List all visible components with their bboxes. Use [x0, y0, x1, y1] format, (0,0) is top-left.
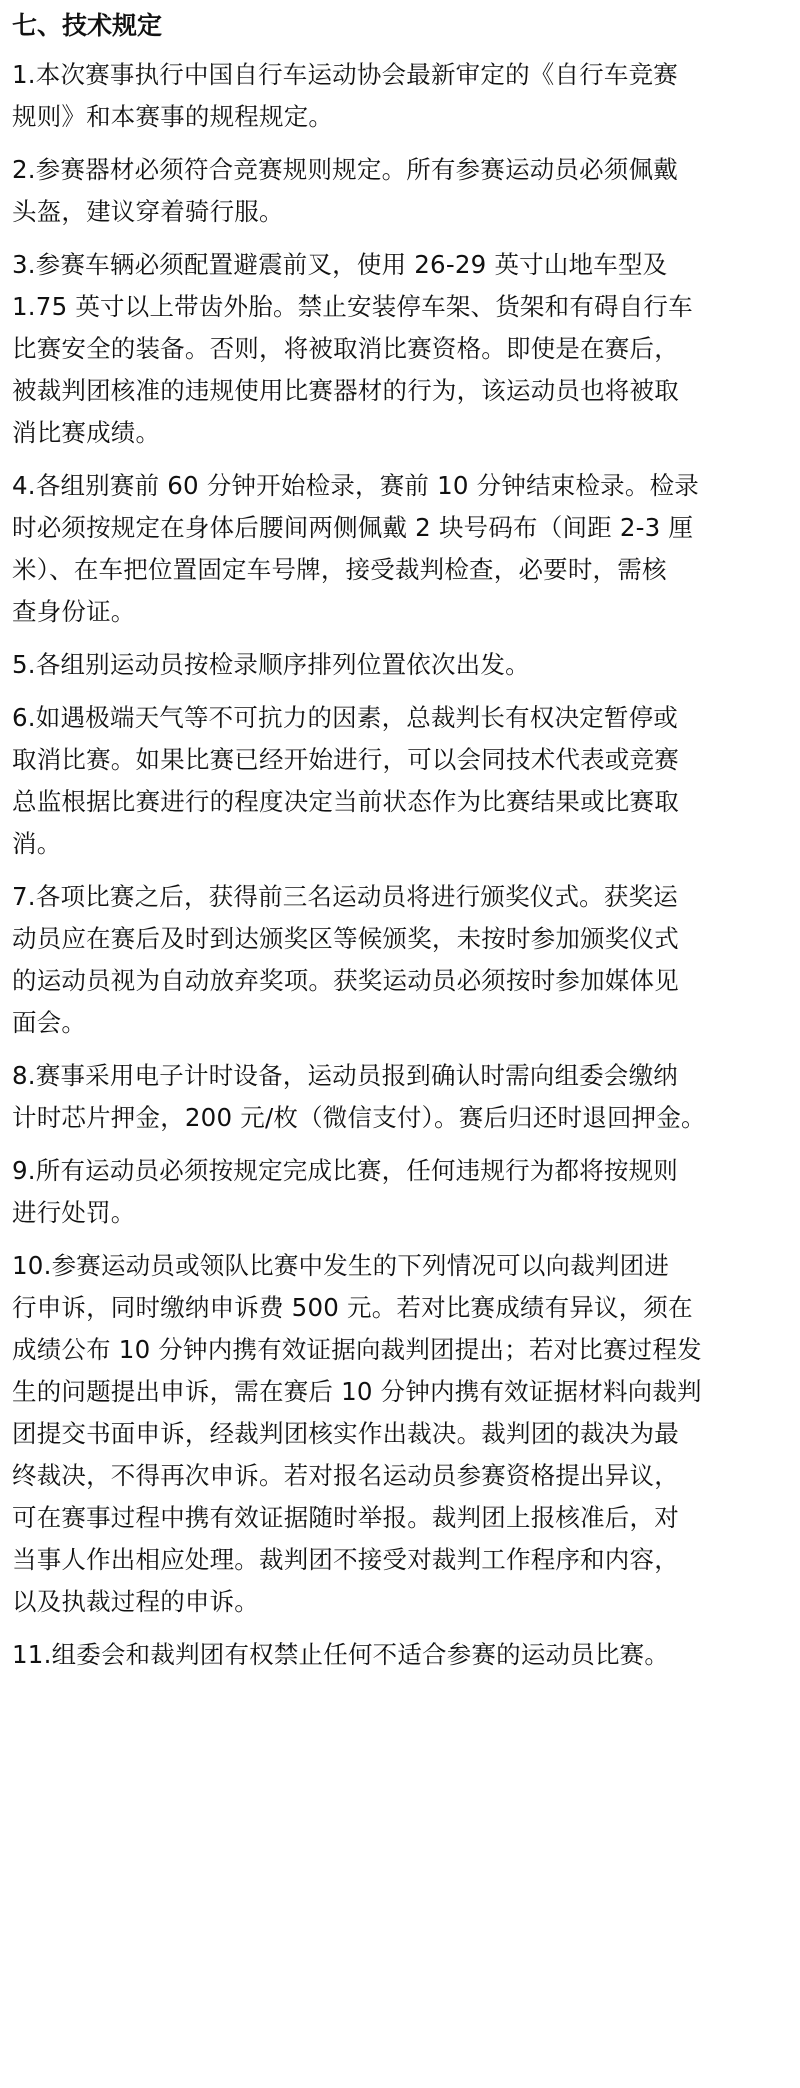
rule-item-8	[12, 1055, 788, 1139]
rule-item-line: 团提交书面申诉，经裁判团核实作出裁决。裁判团的裁决为最	[12, 1419, 679, 1448]
rule-item-line: 进行处罚。	[12, 1198, 136, 1227]
rule-item-9	[12, 1150, 788, 1234]
rule-item-line: 当事人作出相应处理。裁判团不接受对裁判工作程序和内容，	[12, 1545, 679, 1574]
rule-item-line: 的运动员视为自动放弃奖项。获奖运动员必须按时参加媒体见	[12, 966, 679, 995]
rule-item-line: 头盔，建议穿着骑行服。	[12, 197, 284, 226]
rule-item-line: 米）、在车把位置固定车号牌，接受裁判检查，必要时，需核	[12, 555, 667, 584]
rule-item-7	[12, 876, 788, 1044]
rule-item-line: 被裁判团核准的违规使用比赛器材的行为，该运动员也将被取	[12, 376, 679, 405]
rule-item-line: 6.如遇极端天气等不可抗力的因素，总裁判长有权决定暂停或	[12, 703, 678, 732]
rule-item-line: 行申诉，同时缴纳申诉费 500 元。若对比赛成绩有异议，须在	[12, 1293, 693, 1322]
rule-item-line: 4.各组别赛前 60 分钟开始检录，赛前 10 分钟结束检录。检录	[12, 471, 699, 500]
rule-item-line: 7.各项比赛之后，获得前三名运动员将进行颁奖仪式。获奖运	[12, 882, 678, 911]
section-title: 七、技术规定	[12, 11, 163, 40]
rule-item-line: 5.各组别运动员按检录顺序排列位置依次出发。	[12, 650, 530, 679]
document-body	[12, 6, 788, 1687]
rule-item-3	[12, 244, 788, 454]
rule-item-line: 可在赛事过程中携有效证据随时举报。裁判团上报核准后，对	[12, 1503, 679, 1532]
rule-item-line: 9.所有运动员必须按规定完成比赛，任何违规行为都将按规则	[12, 1156, 678, 1185]
rule-item-2	[12, 149, 788, 233]
rule-item-line: 消。	[12, 829, 62, 858]
rule-item-line: 生的问题提出申诉，需在赛后 10 分钟内携有效证据材料向裁判	[12, 1377, 702, 1406]
rule-item-5	[12, 644, 788, 686]
rule-item-1	[12, 54, 788, 138]
rule-item-line: 成绩公布 10 分钟内携有效证据向裁判团提出；若对比赛过程发	[12, 1335, 702, 1364]
rule-item-line: 总监根据比赛进行的程度决定当前状态作为比赛结果或比赛取	[12, 787, 679, 816]
rule-item-4	[12, 465, 788, 633]
rule-item-line: 规则》和本赛事的规程规定。	[12, 102, 334, 131]
rule-item-line: 查身份证。	[12, 597, 136, 626]
rule-item-line: 以及执裁过程的申诉。	[12, 1587, 259, 1616]
rule-item-line: 8.赛事采用电子计时设备，运动员报到确认时需向组委会缴纳	[12, 1061, 678, 1090]
rule-item-line: 消比赛成绩。	[12, 418, 161, 447]
rule-item-line: 1.75 英寸以上带齿外胎。禁止安装停车架、货架和有碍自行车	[12, 292, 693, 321]
rule-item-line: 1.本次赛事执行中国自行车运动协会最新审定的《自行车竞赛	[12, 60, 678, 89]
rule-item-line: 时必须按规定在身体后腰间两侧佩戴 2 块号码布（间距 2-3 厘	[12, 513, 694, 542]
rule-item-line: 取消比赛。如果比赛已经开始进行，可以会同技术代表或竞赛	[12, 745, 679, 774]
rule-item-line: 10.参赛运动员或领队比赛中发生的下列情况可以向裁判团进	[12, 1251, 670, 1280]
rule-item-line: 11.组委会和裁判团有权禁止任何不适合参赛的运动员比赛。	[12, 1640, 670, 1669]
rule-item-line: 3.参赛车辆必须配置避震前叉，使用 26-29 英寸山地车型及	[12, 250, 668, 279]
rule-item-6	[12, 697, 788, 865]
rule-item-line: 面会。	[12, 1008, 87, 1037]
rule-item-line: 比赛安全的装备。否则，将被取消比赛资格。即使是在赛后，	[12, 334, 679, 363]
rule-item-line: 计时芯片押金，200 元/枚（微信支付）。赛后归还时退回押金。	[12, 1103, 706, 1132]
rules-list	[12, 54, 788, 1676]
rule-item-line: 2.参赛器材必须符合竞赛规则规定。所有参赛运动员必须佩戴	[12, 155, 678, 184]
rule-item-line: 终裁决，不得再次申诉。若对报名运动员参赛资格提出异议，	[12, 1461, 679, 1490]
rule-item-11	[12, 1634, 788, 1676]
rule-item-10	[12, 1245, 788, 1623]
rule-item-line: 动员应在赛后及时到达颁奖区等候颁奖，未按时参加颁奖仪式	[12, 924, 679, 953]
